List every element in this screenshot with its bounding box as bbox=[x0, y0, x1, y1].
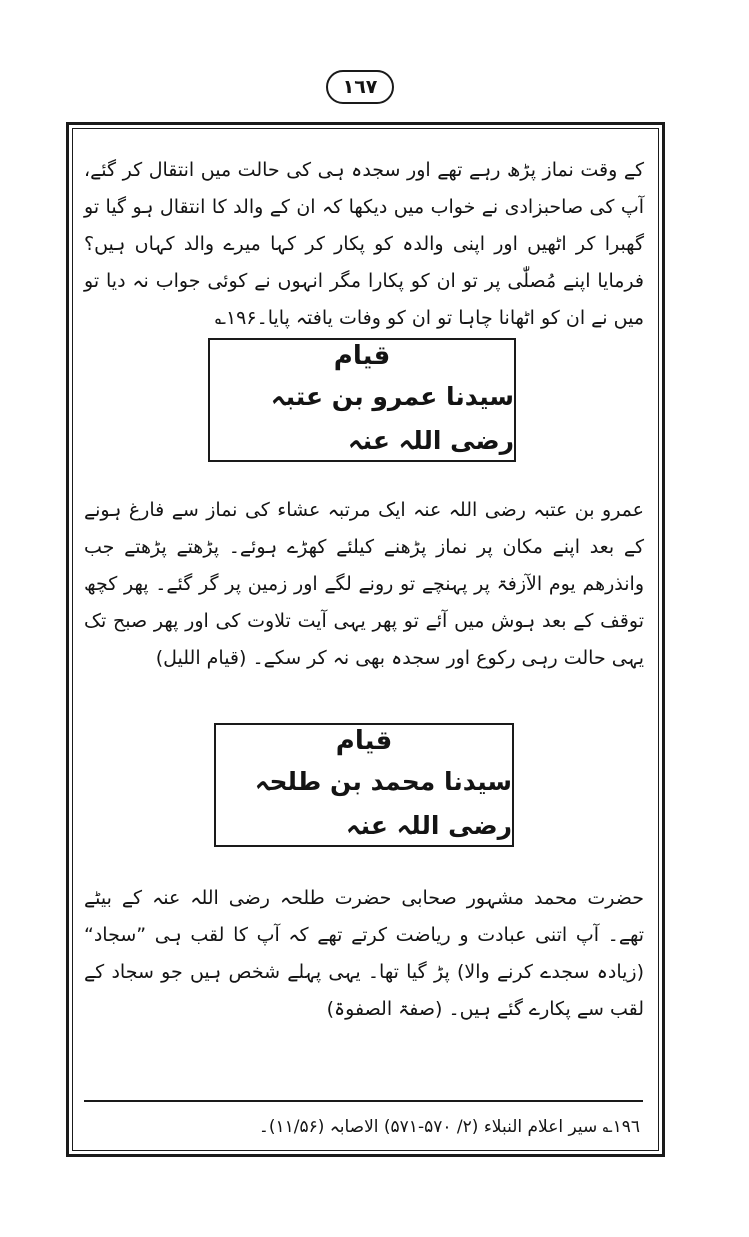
page-number: ١٦٧ bbox=[326, 70, 394, 104]
paragraph-1: کے وقت نماز پڑھ رہے تھے اور سجدہ ہی کی حالت میں انتقال کر گئے، آپ کی صاحبزادی نے خواب میں دیکھا کہ ان کے والد کا انتقال ہو گیا تو گھبرا کر اٹھیں اور اپنی والدہ کو پکار کر کہا میرے والد کہاں ہیں؟ فرمایا اپنے مُصلّٰی پر تو ان کو پکارا مگر انہوں نے کوئی جواب نہ دیا تو میں نے ان کو اٹھانا چاہا تو ان کو وفات یافتہ پایا۔۱۹۶؎ bbox=[84, 159, 644, 329]
heading-title: قیام bbox=[333, 341, 391, 371]
footnote: ١٩٦؎ سیر اعلام النبلاء (۲/ ۵۷۰-۵۷۱) الاصابہ (۱۱/۵۶)۔ bbox=[258, 1117, 640, 1137]
footnote-divider bbox=[84, 1100, 643, 1102]
heading-title: قیام bbox=[335, 726, 393, 756]
paragraph-3: حضرت محمد مشہور صحابی حضرت طلحہ رضی اللہ عنہ کے بیٹے تھے۔ آپ اتنی عبادت و ریاضت کرتے تھے کہ آپ کا لقب ہی ”سجاد“ (زیادہ سجدے کرنے والا) پڑ گیا تھا۔ یہی پہلے شخص ہیں جو سجاد کے لقب سے پکارے گئے ہیں۔ (صفۃ الصفوۃ) bbox=[84, 887, 644, 1020]
heading-box-muhammad-bin-talha bbox=[214, 723, 514, 847]
heading-box-amr-bin-utbah bbox=[208, 338, 516, 462]
heading-name: سیدنا عمرو بن عتبہ رضی اللہ عنہ bbox=[270, 382, 514, 455]
heading-name: سیدنا محمد بن طلحہ رضی اللہ عنہ bbox=[254, 767, 512, 840]
paragraph-2: عمرو بن عتبہ رضی اللہ عنہ ایک مرتبہ عشاء کی نماز سے فارغ ہونے کے بعد اپنے مکان پر نماز پڑھنے کیلئے کھڑے ہوئے۔ پڑھتے پڑھتے جب وانذرھم یوم الآزفۃ پر پہنچے تو رونے لگے اور زمین پر گر گئے۔ پھر کچھ توقف کے بعد ہوش میں آئے تو پھر یہی آیت تلاوت کی اور پھر صبح تک یہی حالت رہی رکوع اور سجدہ بھی نہ کر سکے۔ (قیام اللیل) bbox=[84, 499, 644, 669]
